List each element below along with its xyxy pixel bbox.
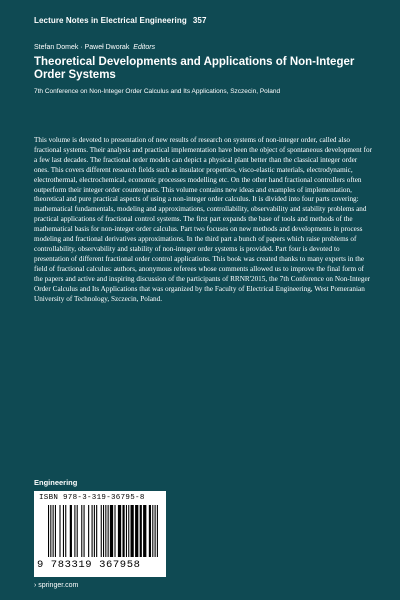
subject-category: Engineering (34, 478, 78, 487)
barcode-bar (128, 505, 129, 557)
barcode-bar (55, 505, 56, 557)
barcode-bar (48, 505, 49, 557)
barcode-bar (70, 505, 72, 557)
back-cover-blurb: This volume is devoted to presentation of new results of research on systems of non-integer order, called also fractional systems. Their analysis and practical implementation have been the object of spontaneous development for a few last decades. The fractional order models can depict a physical plant better than the classical integer order ones. This covers different research fields such as insulator properties, visco-elastic materials, electrodynamic, electrothermal, electrochemical, economic processes modelling etc. On the other hand fractional controllers often outperform their integer order counterparts. This volume contains new ideas and examples of implementation, theoretical and pure practical aspects of using a non-integer order calculus. It is divided into four parts covering: mathematical fundamentals, modeling and approximations, controllability, observability and stability problems and practical applications of fractional control systems. The first part expands the base of tools and methods of the mathematical basis for non-integer order calculus. Part two focuses on new methods and developments in process modeling and fractional derivatives approximations. In the third part a bunch of papers which raise problems of controllability, observability and stability of non-integer order systems is provided. Part four is devoted to presentation of different fractional order control applications. This book was created thanks to many experts in the field of fractional calculus: authors, anonymous referees whose comments allowed us to improve the final form of the papers and active and inspiring discussion of the participants of RRNR'2015, the 7th Conference on Non-Integer Order Calculus and Its Applications that was organized by the Faculty of Electrical Engineering, West Pomeranian University of Technology, Szczecin, Poland. (34, 136, 372, 303)
barcode-bars (48, 505, 158, 557)
barcode-bar (77, 505, 78, 557)
barcode-bar (135, 505, 138, 557)
isbn-text: ISBN 978-3-319-36795-8 (39, 494, 145, 502)
barcode-bar (108, 505, 109, 557)
barcode-bar (114, 505, 115, 557)
barcode-bar (131, 505, 134, 557)
editors-line (34, 44, 155, 51)
barcode-bar (81, 505, 82, 557)
barcode-bar (94, 505, 95, 557)
book-subtitle: 7th Conference on Non-Integer Order Calculus and Its Applications, Szczecin, Poland (34, 88, 281, 95)
barcode-bar (96, 505, 97, 557)
barcode-bar (88, 505, 89, 557)
barcode-bar (63, 505, 64, 557)
barcode-bar (74, 505, 75, 557)
barcode-bar (50, 505, 51, 557)
book-title: Theoretical Developments and Applications of Non-Integer Order Systems (34, 56, 355, 81)
barcode-bar (157, 505, 158, 557)
barcode-bar (84, 505, 85, 557)
editor-role: Editors (133, 44, 156, 51)
barcode-bar (155, 505, 156, 557)
series-number: 357 (192, 16, 207, 25)
editor-names: Stefan Domek · Paweł Dworak (34, 44, 130, 51)
barcode-bar (92, 505, 93, 557)
barcode-bar (122, 505, 124, 557)
barcode-bar (140, 505, 142, 557)
barcode-bar (118, 505, 121, 557)
barcode-bar (53, 505, 54, 557)
barcode-bar (110, 505, 113, 557)
barcode-bar (101, 505, 102, 557)
series-name: Lecture Notes in Electrical Engineering (34, 16, 187, 25)
barcode-bar (126, 505, 127, 557)
series-line (34, 16, 207, 25)
barcode-bar (59, 505, 60, 557)
barcode-bar (65, 505, 66, 557)
barcode-bar (143, 505, 146, 557)
publisher-website: › springer.com (34, 582, 79, 589)
barcode-bar (152, 505, 153, 557)
barcode-bar (103, 505, 104, 557)
barcode-panel (34, 491, 166, 577)
barcode-digits: 9 783319 367958 (37, 559, 141, 571)
barcode-bar (149, 505, 151, 557)
barcode-bar (105, 505, 106, 557)
